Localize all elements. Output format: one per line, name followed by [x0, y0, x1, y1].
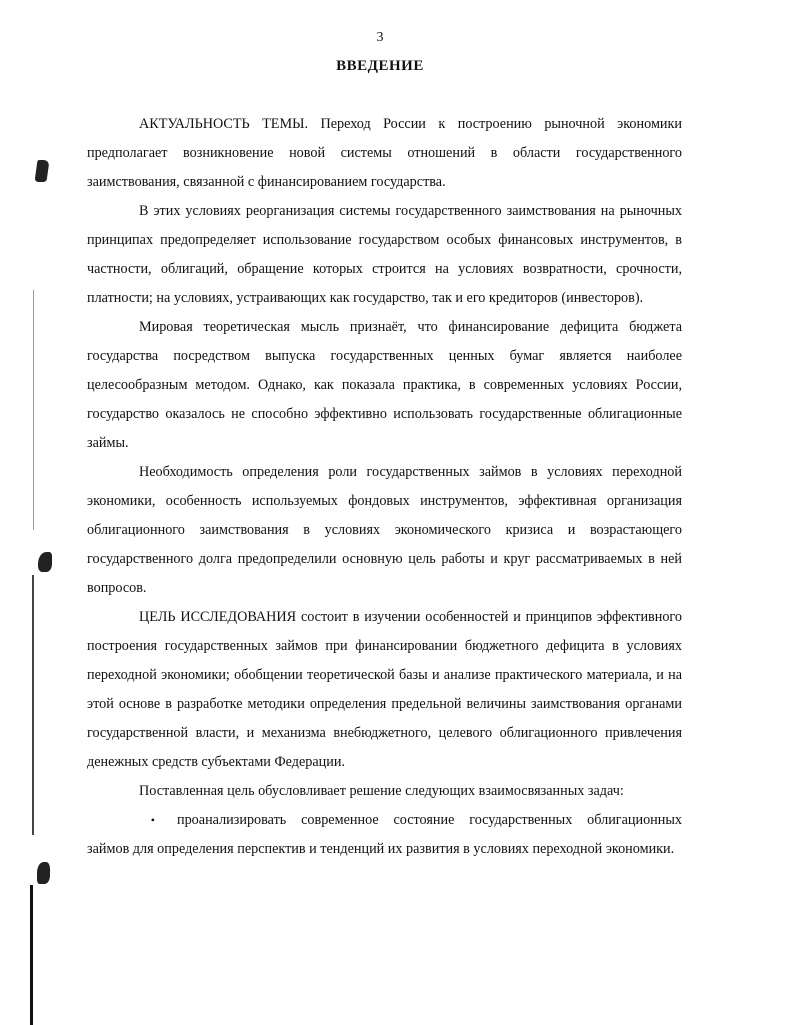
- paragraph-reorganization: В этих условиях реорганизация системы государственного заимствования на рыночных принципах предопределяет использование государством особых финансовых инструментов, в частности, облигаций, обращение которых строится на условиях возвратности, срочности, платности; на условиях, устраивающих как государство, так и его кредиторов (инвесторов).: [87, 203, 682, 306]
- bullet-item-text: проанализировать современное состояние государственных облигационных займов для определения перспектив и тенденций их развития в условиях переходной экономики.: [87, 812, 682, 857]
- scan-mark-decoration: [38, 552, 52, 572]
- scan-mark-decoration: [37, 862, 50, 884]
- paragraph-world-theory: Мировая теоретическая мысль признаёт, что финансирование дефицита бюджета государства посредством выпуска государственных ценных бумаг является наиболее целесообразным методом. Однако, как показала практика, в современных условиях России, государство оказалось не способно эффективно использовать государственные облигационные займы.: [87, 319, 682, 451]
- paragraph-relevance: АКТУАЛЬНОСТЬ ТЕМЫ. Переход России к построению рыночной экономики предполагает возникновение новой системы отношений в области государственного заимствования, связанной с финансированием государства.: [87, 116, 682, 190]
- scan-line-decoration: [33, 290, 34, 530]
- document-body: [87, 110, 682, 864]
- page-number: 3: [376, 30, 384, 45]
- bullet-icon: •: [150, 813, 155, 827]
- scan-line-decoration: [30, 885, 33, 1025]
- bullet-item: [87, 806, 682, 864]
- paragraph-research-goal: ЦЕЛЬ ИССЛЕДОВАНИЯ состоит в изучении особенностей и принципов эффективного построения государственных займов при финансировании бюджетного дефицита в условиях переходной экономики; обобщении теоретической базы и анализе практического материала, и на этой основе в разработке методики определения предельной величины заимствования органами государственной власти, и механизма внебюджетного, целевого облигационного привлечения денежных средств субъектами Федерации.: [87, 609, 682, 770]
- scan-mark-decoration: [34, 160, 49, 182]
- paragraph-necessity: Необходимость определения роли государственных займов в условиях переходной экономики, особенность используемых фондовых инструментов, эффективная организация облигационного заимствования в условиях экономического кризиса и возрастающего государственного долга предопределили основную цель работы и круг рассматриваемых в ней вопросов.: [87, 464, 682, 596]
- scan-line-decoration: [32, 575, 34, 835]
- section-heading: ВВЕДЕНИЕ: [336, 58, 424, 74]
- paragraph-tasks-intro: Поставленная цель обусловливает решение следующих взаимосвязанных задач:: [139, 783, 624, 799]
